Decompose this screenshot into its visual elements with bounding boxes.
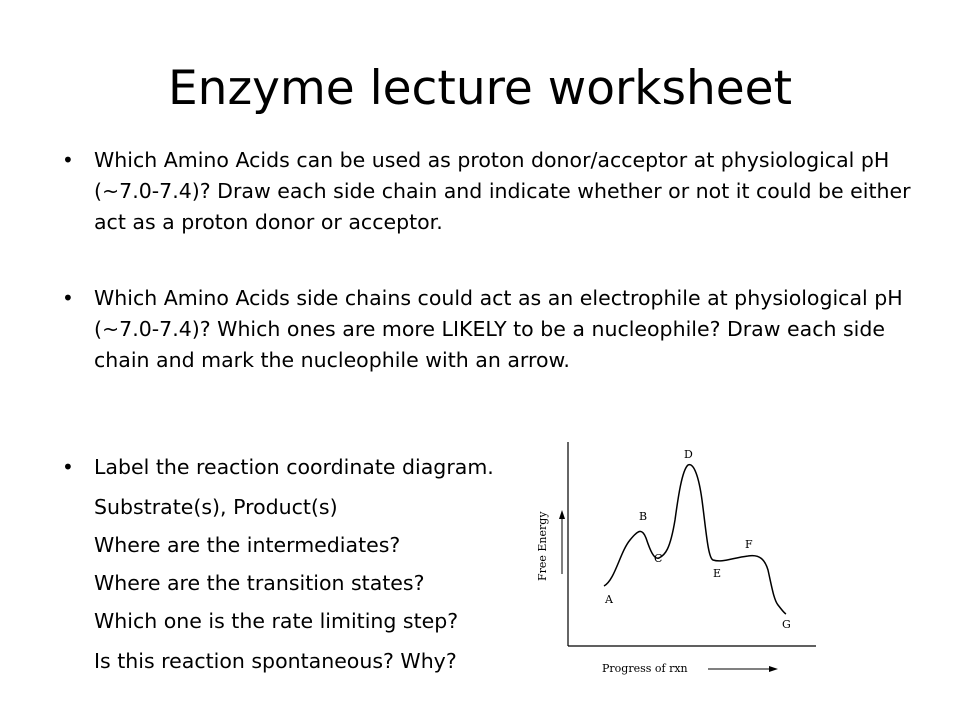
x-axis-label: Progress of rxn xyxy=(602,662,688,675)
subline-intermediates: Where are the intermediates? xyxy=(94,533,401,557)
bullet-proton-donor xyxy=(62,145,924,238)
page-title: Enzyme lecture worksheet xyxy=(167,61,793,116)
point-d-label: D xyxy=(684,448,693,461)
bullet-text: Which Amino Acids side chains could act as an electrophile at physiological pH (~7.0-7.4)? Which ones are more LIKELY to be a nucleophile? Draw each side chain and mark the nucleophile with an arrow. xyxy=(94,286,903,372)
energy-curve xyxy=(604,465,786,614)
y-arrow-head xyxy=(559,510,565,519)
point-a-label: A xyxy=(605,593,613,606)
subline-spontaneous: Is this reaction spontaneous? Why? xyxy=(94,649,457,673)
x-arrow-head xyxy=(769,666,778,672)
subline-rate-limiting: Which one is the rate limiting step? xyxy=(94,609,459,633)
y-axis-label: Free Energy xyxy=(536,511,549,581)
point-b-label: B xyxy=(639,510,648,523)
bullet-reaction-diagram xyxy=(62,452,534,483)
point-f-label: F xyxy=(745,538,753,551)
subline-transition-states: Where are the transition states? xyxy=(94,571,425,595)
point-e-label: E xyxy=(713,567,722,580)
bullet-electrophile xyxy=(62,283,924,376)
point-c-label: C xyxy=(654,552,663,565)
reaction-coordinate-diagram xyxy=(520,440,820,690)
point-g-label: G xyxy=(782,618,791,631)
bullet-text: Which Amino Acids can be used as proton donor/acceptor at physiological pH (~7.0-7.4)? Draw each side chain and indicate whether or not it could be either act as a proton donor or acceptor. xyxy=(94,148,911,234)
bullet-marker: • xyxy=(62,148,74,172)
bullet-text: Label the reaction coordinate diagram. xyxy=(94,455,494,479)
bullet-marker: • xyxy=(62,286,74,310)
subline-substrates: Substrate(s), Product(s) xyxy=(94,495,338,519)
bullet-marker: • xyxy=(62,455,74,479)
